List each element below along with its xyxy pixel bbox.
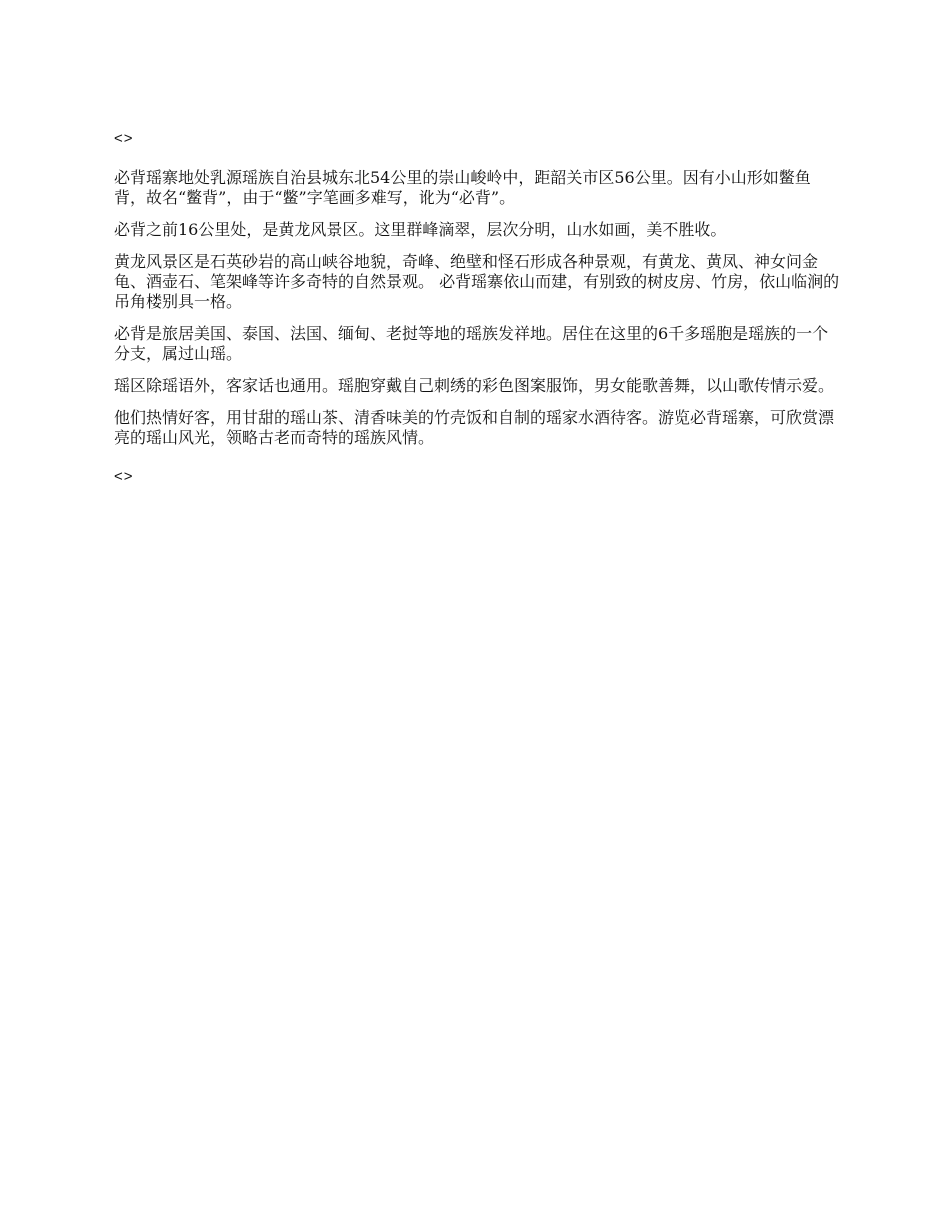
paragraph-hospitality: 他们热情好客，用甘甜的瑶山茶、清香味美的竹壳饭和自制的瑶家水酒待客。游览必背瑶寨，可欣赏漂亮的瑶山风光，领略古老而奇特的瑶族风情。 (114, 408, 835, 447)
paragraph-location: 必背瑶寨地处乳源瑶族自治县城东北54公里的崇山峻岭中，距韶关市区56公里。因有小山形如鳖鱼背，故名“鳖背”，由于“鳖”字笔画多难写，讹为“必背”。 (114, 168, 811, 207)
paragraph-yao-origin: 必背是旅居美国、泰国、法国、缅甸、老挝等地的瑶族发祥地。居住在这里的6千多瑶胞是瑶族的一个分支，属过山瑶。 (114, 324, 829, 363)
end-marker: <> (114, 468, 134, 485)
paragraph-huanglong-intro: 必背之前16公里处，是黄龙风景区。这里群峰滴翠，层次分明，山水如画，美不胜收。 (114, 220, 727, 239)
start-marker: <> (114, 130, 134, 147)
paragraph-huanglong-landscape: 黄龙风景区是石英砂岩的高山峡谷地貌，奇峰、绝壁和怪石形成各种景观，有黄龙、黄凤、神女问金龟、酒壶石、笔架峰等许多奇特的自然景观。 必背瑶寨依山而建，有别致的树皮房、竹房，依山临涧的吊角楼别具一格。 (114, 252, 840, 311)
document-page (114, 129, 840, 506)
paragraph-yao-culture: 瑶区除瑶语外，客家话也通用。瑶胞穿戴自己刺绣的彩色图案服饰，男女能歌善舞，以山歌传情示爱。 (114, 376, 835, 395)
